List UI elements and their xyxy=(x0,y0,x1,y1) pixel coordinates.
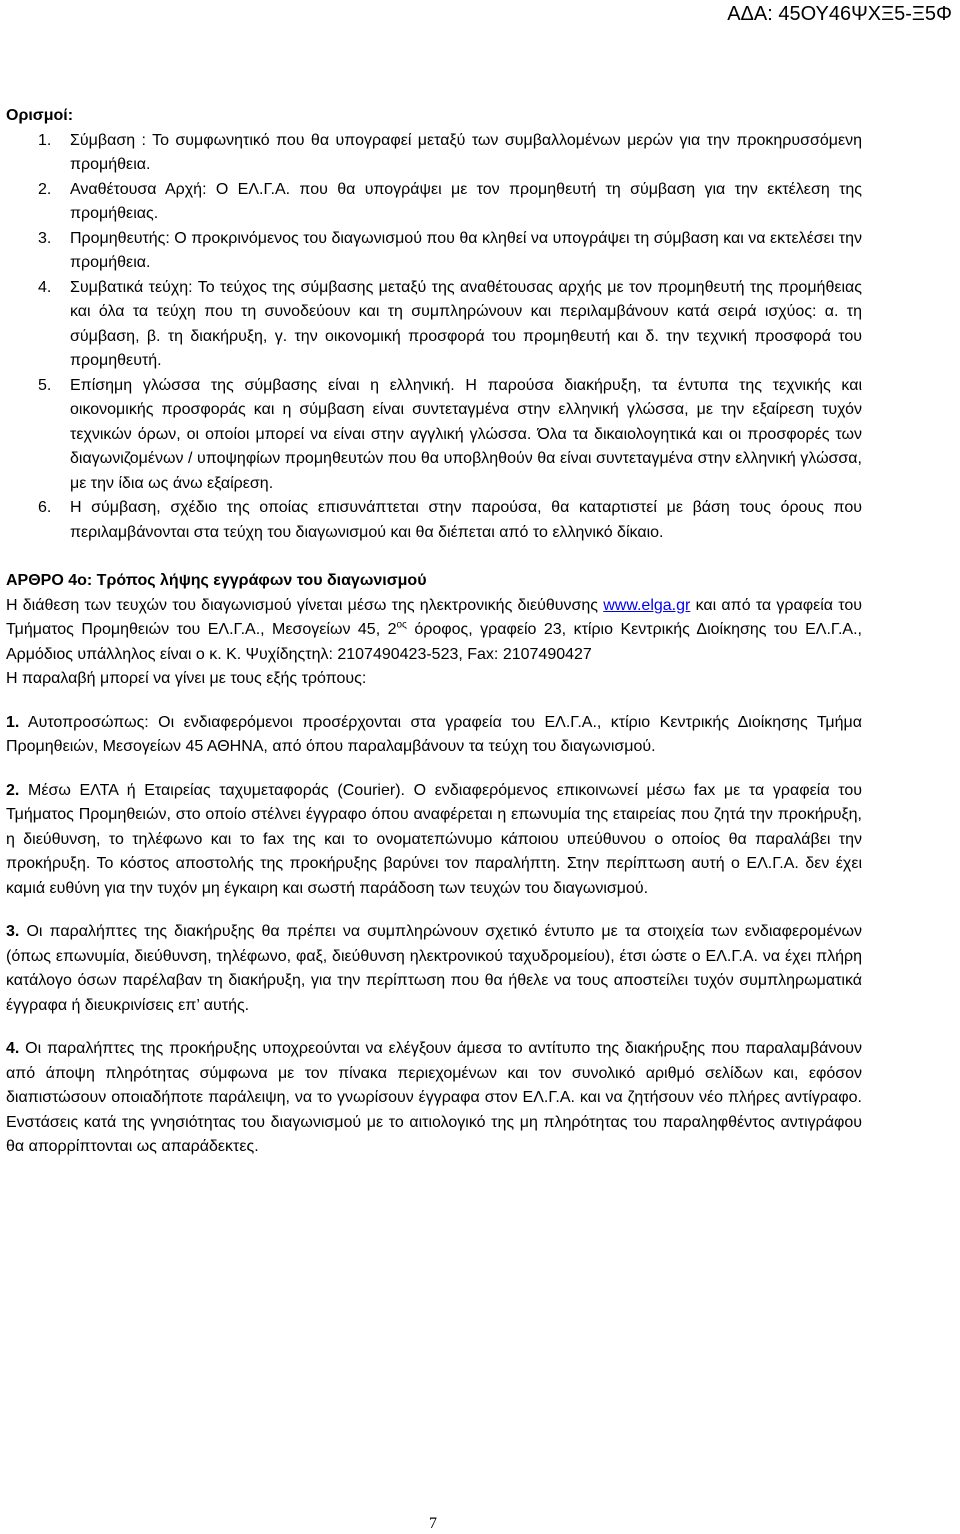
definition-text: Αναθέτουσα Αρχή: Ο ΕΛ.Γ.Α. που θα υπογράψει με τον προμηθευτή τη σύμβαση για την εκτέλεση της προμήθειας. xyxy=(70,180,862,222)
way-paragraph xyxy=(6,711,862,760)
definition-text: Σύμβαση : Το συμφωνητικό που θα υπογραφεί μεταξύ των συμβαλλομένων μερών για την προκηρυσσόμενη προμήθεια. xyxy=(70,131,862,173)
article-heading: ΑΡΘΡΟ 4ο: Τρόπος λήψης εγγράφων του διαγωνισμού xyxy=(6,572,427,589)
ordinal-suffix: ος xyxy=(396,619,407,631)
definition-number: 3. xyxy=(38,229,52,247)
way-paragraph xyxy=(6,1037,862,1160)
article-intro xyxy=(6,594,862,668)
ada-code: ΑΔΑ: 45ΟΥ46ΨΧΞ5-Ξ5Φ xyxy=(727,3,952,25)
definitions-list xyxy=(6,129,862,546)
way-text: Οι παραλήπτες της προκήρυξης υποχρεούνται να ελέγξουν άμεσα το αντίτυπο της διακήρυξης που παραλαμβάνουν από άποψη πληρότητας σύμφωνα με τον πίνακα περιεχομένων και τον συνολικό αριθμό σελίδων και, εφόσον διαπιστώσουν οποιαδήποτε παράλειψη, να το γνωρίσουν έγγραφα στον ΕΛ.Γ.Α. και να ζητήσουν νέο πλήρες αντίγραφο. Ενστάσεις κατά της γνησιότητας του διαγωνισμού με το αιτιολογικό της μη πληρότητας του παραληφθέντος αντιγράφου θα απορρίπτονται ως απαράδεκτες. xyxy=(6,1040,862,1155)
spacer xyxy=(6,545,862,569)
website-link[interactable]: www.elga.gr xyxy=(603,596,691,614)
definition-item xyxy=(6,276,862,374)
definition-item xyxy=(6,374,862,497)
definition-text: Συμβατικά τεύχη: Το τεύχος της σύμβασης μεταξύ της αναθέτουσας αρχής με τον προμηθευτή της προμήθειας και όλα τα τεύχη που τη συνοδεύουν και τη συμπληρώνουν και περιλαμβάνουν κατά σειρά ισχύος: α. τη σύμβαση, β. τη διακήρυξη, γ. την οικονομική προσφορά του προμηθευτή και δ. την τεχνική προσφορά του προμηθευτή. xyxy=(70,278,862,369)
definition-item xyxy=(6,129,862,178)
way-text: Οι παραλήπτες της διακήρυξης θα πρέπει να συμπληρώνουν σχετικό έντυπο με τα στοιχεία των ενδιαφερομένων (όπως επωνυμία, διεύθυνση, τηλέφωνο, φαξ, διεύθυνση ηλεκτρονικού ταχυδρομείου), έτσι ώστε ο ΕΛ.Γ.Α. να έχει πλήρη κατάλογο όσων παρέλαβαν τη διακήρυξη, για την περίπτωση που θα ήθελε να τους αποστείλει τυχόν συμπληρωματικά έγγραφα ή διευκρινίσεις επ’ αυτής. xyxy=(6,923,862,1014)
spacer xyxy=(6,692,862,711)
way-paragraph xyxy=(6,920,862,1018)
way-number: 1. xyxy=(6,713,20,731)
spacer xyxy=(6,1018,862,1037)
spacer xyxy=(6,901,862,920)
definition-item xyxy=(6,227,862,276)
definition-text: Επίσημη γλώσσα της σύμβασης είναι η ελληνική. Η παρούσα διακήρυξη, τα έντυπα της τεχνικής και οικονομικής προσφοράς και η σύμβαση είναι συντεταγμένα στην ελληνική γλώσσα, με την εξαίρεση τυχόν τεχνικών όρων, οι οποίοι μπορεί να είναι στην αγγλική γλώσσα. Όλα τα δικαιολογητικά και οι προσφορές των διαγωνιζομένων / υποψηφίων προμηθευτών που θα υποβληθούν θα είναι συντεταγμένα στην ελληνική γλώσσα, με την ίδια ως άνω εξαίρεση. xyxy=(70,376,862,492)
ways-intro: Η παραλαβή μπορεί να γίνει με τους εξής τρόπους: xyxy=(6,670,367,687)
definition-number: 1. xyxy=(38,131,52,149)
definition-text: Η σύμβαση, σχέδιο της οποίας επισυνάπτεται στην παρούσα, θα καταρτιστεί με βάση τους όρους που περιλαμβάνονται στα τεύχη του διαγωνισμού και θα διέπεται από το ελληνικό δίκαιο. xyxy=(70,499,862,541)
way-number: 4. xyxy=(6,1040,20,1057)
page-number: 7 xyxy=(429,1515,437,1532)
intro-text: Η διάθεση των τευχών του διαγωνισμού γίνεται μέσω της ηλεκτρονικής διεύθυνσης xyxy=(6,596,604,614)
definition-item xyxy=(6,178,862,227)
definition-number: 6. xyxy=(38,499,52,516)
way-paragraph xyxy=(6,779,862,902)
intro-text: όροφος, γραφείο 23, κτίριο Κεντρικής Διοίκησης του ΕΛ.Γ.Α., Αρμόδιος υπάλληλος είναι ο κ. Κ. Ψυχίδηςτηλ: 2107490423-523, Fax: 2107490427 xyxy=(6,621,862,663)
definition-number: 2. xyxy=(38,180,52,198)
definitions-title: Ορισμοί: xyxy=(6,107,74,124)
way-text: Αυτοπροσώπως: Οι ενδιαφερόμενοι προσέρχονται στα γραφεία του ΕΛ.Γ.Α., κτίριο Κεντρικής Διοίκησης Τμήμα Προμηθειών, Μεσογείων 45 ΑΘΗΝΑ, από όπου παραλαμβάνουν τα τεύχη του διαγωνισμού. xyxy=(6,713,862,755)
way-text: Μέσω ΕΛΤΑ ή Εταιρείας ταχυμεταφοράς (Courier). Ο ενδιαφερόμενος επικοινωνεί μέσω fax με τα γραφεία του Τμήματος Προμηθειών, στο οποίο στέλνει έγγραφο όπου αναφέρεται η επωνυμία της εταιρείας που ζητά την προκήρυξη, η διεύθυνση, το τηλέφωνο και το fax της και το ονοματεπώνυμο κάποιου υπεύθυνου ο οποίος θα παραλάβει την προκήρυξη. Το κόστος αποστολής της προκήρυξης βαρύνει τον παραλήπτη. Στην περίπτωση αυτή ο ΕΛ.Γ.Α. δεν έχει καμιά ευθύνη για την τυχόν μη έγκαιρη και σωστή παράδοση των τευχών του διαγωνισμού. xyxy=(6,781,862,897)
way-number: 2. xyxy=(6,781,20,799)
definition-text: Προμηθευτής: Ο προκρινόμενος του διαγωνισμού που θα κληθεί να υπογράψει τη σύμβαση και να εκτελέσει την προμήθεια. xyxy=(70,229,862,271)
spacer xyxy=(6,760,862,779)
definition-item xyxy=(6,496,862,545)
way-number: 3. xyxy=(6,923,20,940)
definition-number: 4. xyxy=(38,278,52,296)
document-body xyxy=(6,104,862,1160)
intro-text: και από τα γραφεία του Τμήματος Προμηθειών του ΕΛ.Γ.Α., Μεσογείων 45, 2 xyxy=(6,596,862,638)
definition-number: 5. xyxy=(38,376,52,394)
